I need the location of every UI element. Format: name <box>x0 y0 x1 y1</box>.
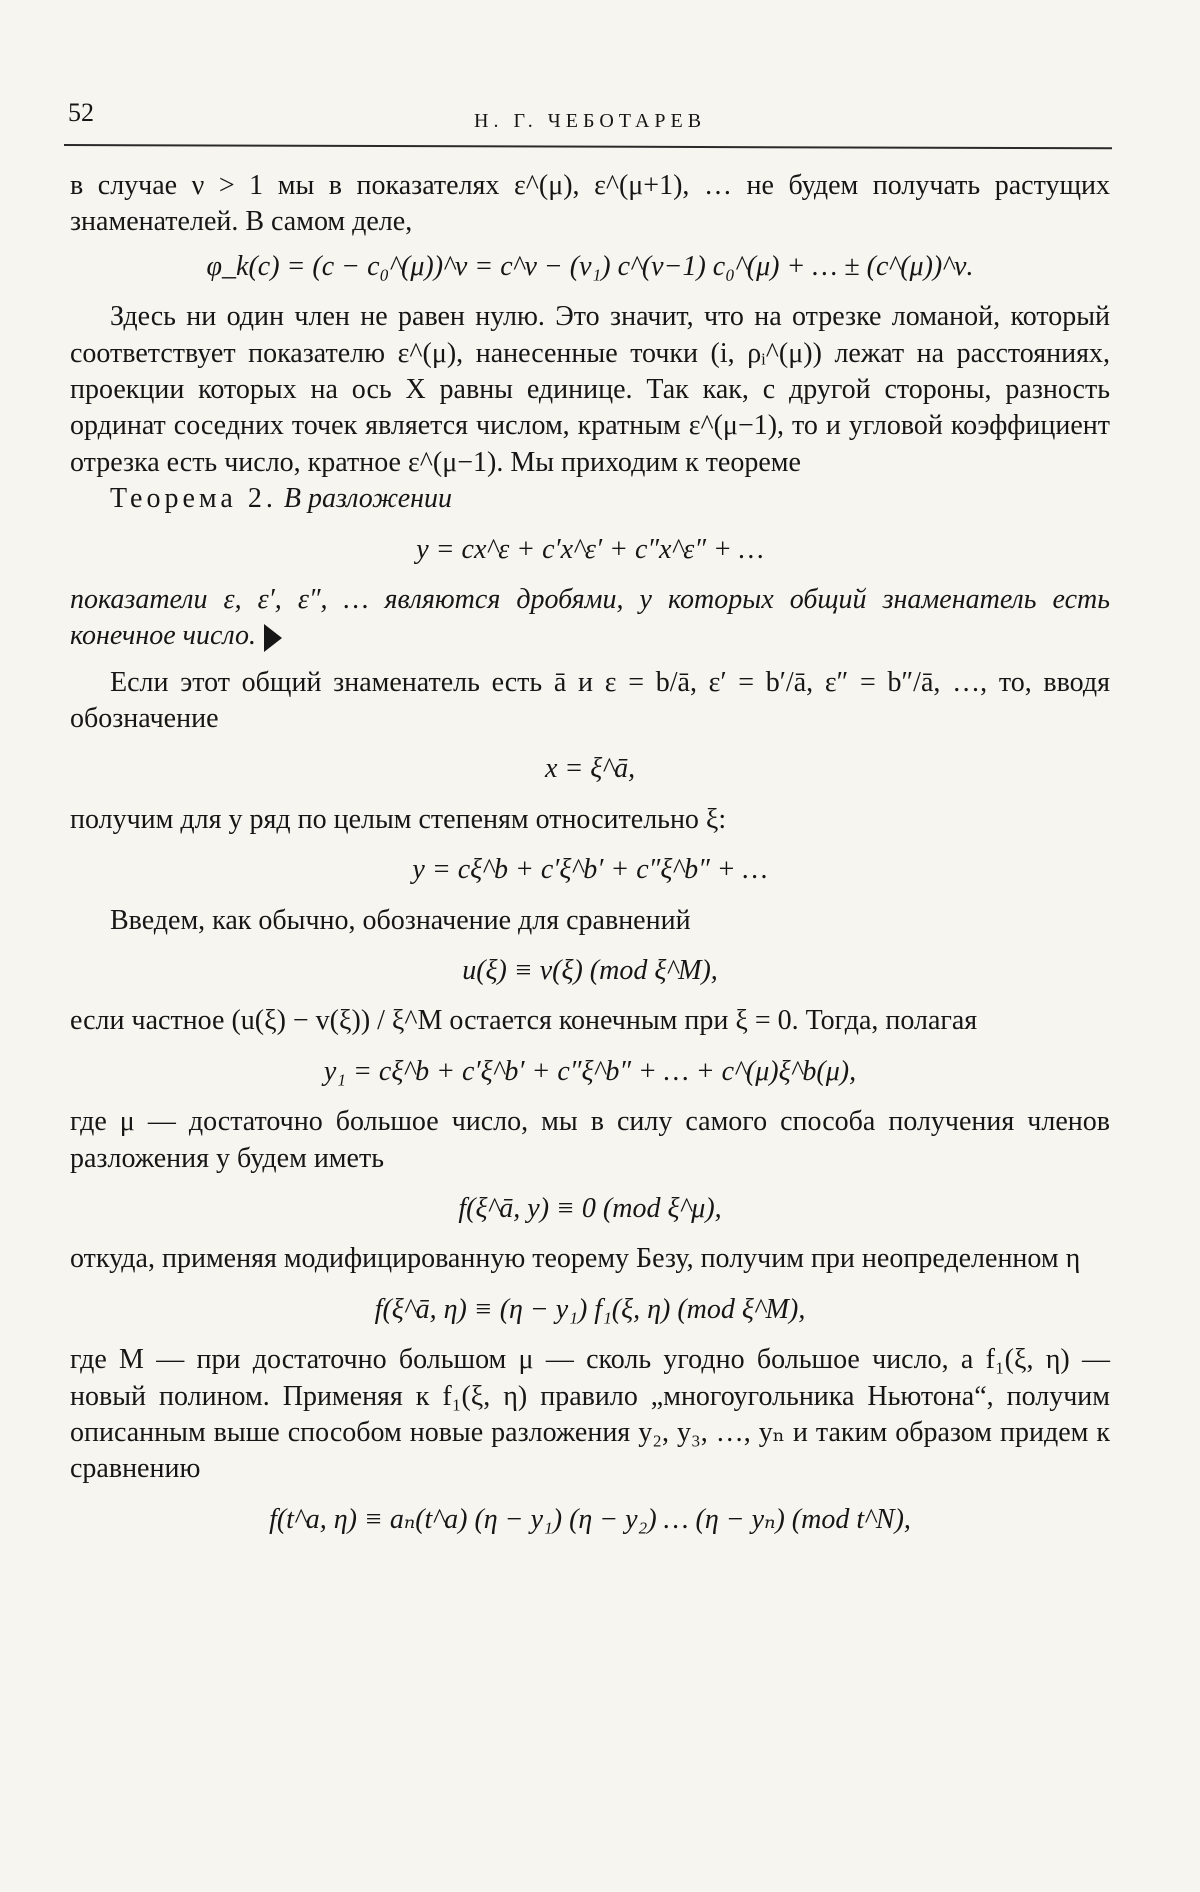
theorem-statement <box>70 582 1110 655</box>
equation-3: x = ξ^ā, <box>544 753 636 785</box>
equation-8: f(ξ^ā, η) ≡ (η − y₁) f₁(ξ, η) (mod ξ^M), <box>374 1293 806 1325</box>
paragraph-8: откуда, применяя модифицированную теорему Безу, получим при неопределенном η <box>70 1243 1081 1275</box>
paragraph-4: получим для y ряд по целым степеням относительно ξ: <box>70 803 727 835</box>
arrow-icon <box>264 624 282 652</box>
paragraph-6: если частное (u(ξ) − v(ξ)) / ξ^M остается конечным при ξ = 0. Тогда, полагая <box>70 1005 978 1037</box>
header-rule <box>64 144 1112 149</box>
paragraph-3: Если этот общий знаменатель есть ā и ε = b/ā, ε′ = b′/ā, ε″ = b″/ā, …, то, вводя обозначение <box>70 666 1110 735</box>
paragraph-5: Введем, как обычно, обозначение для сравнений <box>110 904 691 936</box>
equation-4: y = cξ^b + c′ξ^b′ + c″ξ^b″ + … <box>412 854 768 886</box>
equation-7: f(ξ^ā, y) ≡ 0 (mod ξ^μ), <box>458 1192 722 1224</box>
paragraph-9: где M — при достаточно большом μ — сколь угодно большое число, а f₁(ξ, η) — новый полином. Применяя к f₁(ξ, η) правило „многоугольника Ньютона“, получим описанным выше способом новые разложения y₂, y₃, …, yₙ и таким образом придем к сравнению <box>70 1344 1110 1485</box>
page-number: 52 <box>68 98 94 127</box>
theorem-heading <box>70 481 1110 517</box>
equation-9: f(t^a, η) ≡ aₙ(t^a) (η − y₁) (η − y₂) … (η − yₙ) (mod t^N), <box>269 1503 911 1535</box>
theorem-lead: В разложении <box>283 483 453 515</box>
paragraph-2: Здесь ни один член не равен нулю. Это значит, что на отрезке ломаной, который соответствует показателю ε^(μ), нанесенные точки (i, ρᵢ^(μ)) лежат на расстояниях, проекции которых на ось X равны единице. Так как, с другой стороны, разность ординат соседних точек является числом, кратным ε^(μ−1), то и угловой коэффициент отрезка есть число, кратное ε^(μ−1). Мы приходим к теореме <box>70 301 1110 478</box>
running-title: Н. Г. ЧЕБОТАРЕВ <box>474 110 707 132</box>
equation-2: y = cx^ε + c′x^ε′ + c″x^ε″ + … <box>416 533 764 565</box>
equation-5: u(ξ) ≡ v(ξ) (mod ξ^M), <box>462 955 718 987</box>
theorem-text: показатели ε, ε′, ε″, … являются дробями, у которых общий знаменатель есть конечное число. <box>70 583 1110 652</box>
page-body <box>70 168 1110 1552</box>
equation-6: y₁ = cξ^b + c′ξ^b′ + c″ξ^b″ + … + c^(μ)ξ^b(μ), <box>323 1055 857 1087</box>
theorem-label: Теорема 2. <box>110 483 277 515</box>
paragraph-1: в случае ν > 1 мы в показателях ε^(μ), ε^(μ+1), … не будем получать растущих знаменателей. В самом деле, <box>70 170 1110 238</box>
paragraph-7: где μ — достаточно большое число, мы в силу самого способа получения членов разложения y будем иметь <box>70 1106 1110 1174</box>
equation-1: φ_k(c) = (c − c₀^(μ))^ν = c^ν − (ν₁) c^(ν−1) c₀^(μ) + … ± (c^(μ))^ν. <box>206 250 974 282</box>
